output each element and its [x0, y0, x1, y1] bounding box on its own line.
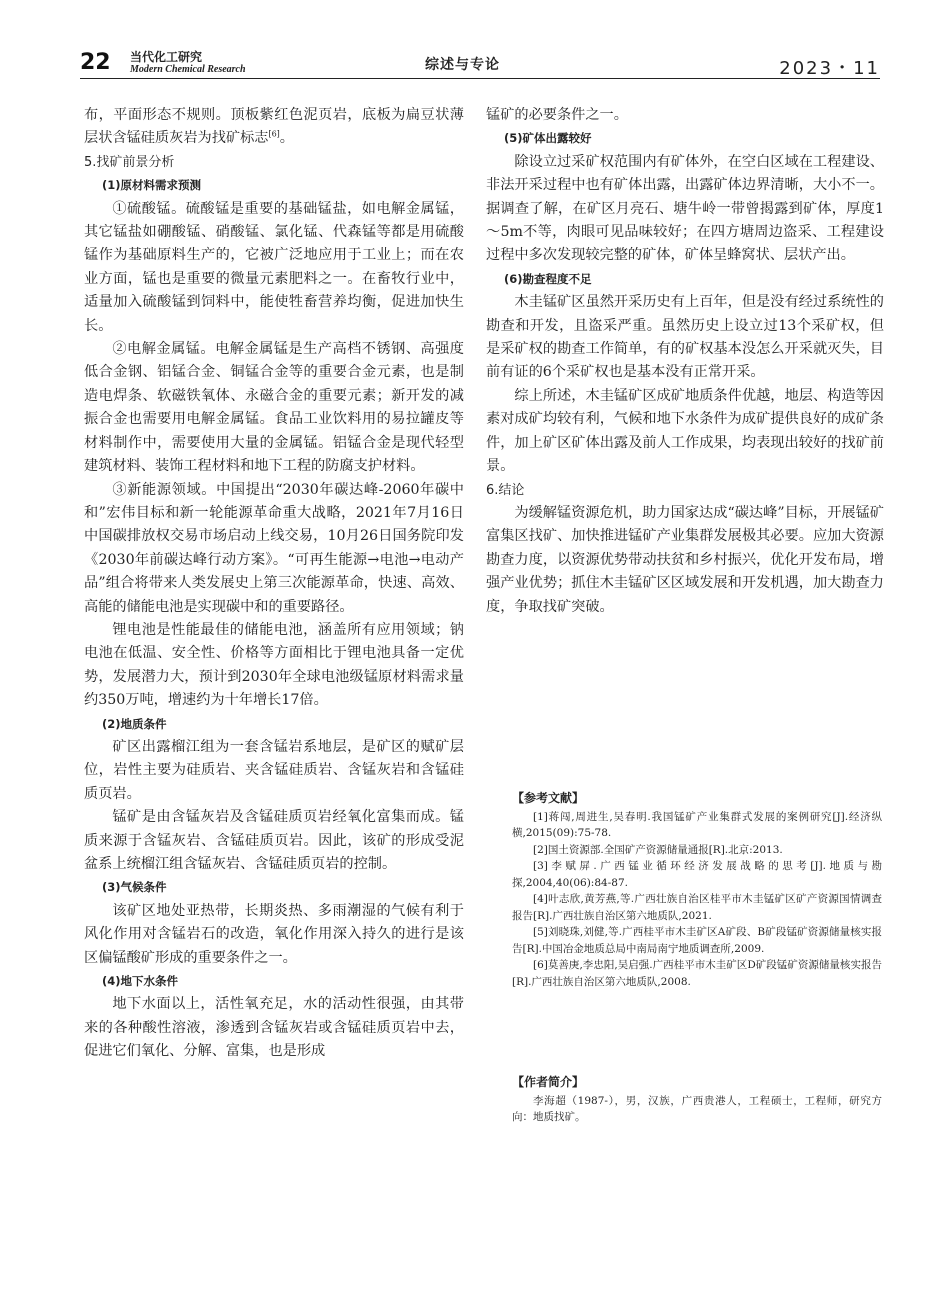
subheading-groundwater: (4)地下水条件 — [102, 974, 179, 989]
page-header — [0, 0, 950, 80]
reference-item: [6]莫善庚,李忠阳,吴启强.广西桂平市木圭矿区D矿段锰矿资源储量核实报告[R].广西壮族自治区第六地质队,2008. — [512, 959, 882, 988]
journal-title-en: Modern Chemical Research — [130, 64, 246, 75]
section-heading-6: 6.结论 — [486, 482, 525, 498]
header-rule — [80, 78, 880, 79]
references-title: 【参考文献】 — [512, 791, 585, 805]
subheading-raw-material: (1)原材料需求预测 — [102, 178, 202, 193]
page-number: 22 — [80, 50, 111, 75]
references — [512, 790, 882, 990]
paragraph-continued: 锰矿的必要条件之一。 — [486, 107, 628, 123]
reference-item: [1]蒋闯,周进生,吴春明.我国锰矿产业集群式发展的案例研究[J].经济纵横,2015(09):75-78. — [512, 810, 882, 839]
paragraph: 地下水面以上，活性氧充足，水的活动性很强，由其带来的各种酸性溶液，渗透到含锰灰岩或含锰硅质页岩中去，促进它们氧化、分解、富集，也是形成 — [84, 996, 464, 1060]
reference-item: [4]叶志欣,黄芳燕,等.广西壮族自治区桂平市木圭锰矿区矿产资源国情调查报告[R].广西壮族自治区第六地质队,2021. — [512, 893, 882, 922]
reference-item: [2]国土资源部.全国矿产资源储量通报[R].北京:2013. — [533, 843, 783, 856]
reference-item: [5]刘晓珠,刘健,等.广西桂平市木圭矿区A矿段、B矿段锰矿资源储量核实报告[R].中国冶金地质总局中南局南宁地质调查所,2009. — [512, 926, 882, 955]
subheading-outcrop: (5)矿体出露较好 — [504, 131, 592, 146]
paragraph: 锂电池是性能最佳的储能电池，涵盖所有应用领域；钠电池在低温、安全性、价格等方面相比于锂电池具备一定优势，发展潜力大，预计到2030年全球电池级锰原材料需求量约350万吨，增速约为十年增长17倍。 — [84, 621, 464, 709]
issue-label: 2023・11 — [779, 58, 880, 79]
left-column — [84, 104, 464, 1064]
paragraph: ②电解金属锰。电解金属锰是生产高档不锈钢、高强度低合金钢、铝锰合金、铜锰合金等的重要合金元素，也是制造电焊条、软磁铁氧体、永磁合金的重要元素；新开发的减振合金也需要用电解金属锰。食品工业饮料用的易拉罐皮等材料制作中，需要使用大量的金属锰。铝锰合金是现代轻型建筑材料、装饰工程材料和地下工程的防腐支护材料。 — [84, 341, 464, 475]
author-bio — [512, 1074, 882, 1126]
paragraph: 为缓解锰资源危机，助力国家达成“碳达峰”目标，开展锰矿富集区找矿、加快推进锰矿产业集群发展极其必要。应加大资源勘查力度，以资源优势带动扶贫和乡村振兴，优化开发布局，增强产业优势；抓住木圭锰矿区区域发展和开发机遇，加大勘查力度，争取找矿突破。 — [486, 504, 884, 615]
journal-title-cn: 当代化工研究 — [130, 50, 203, 64]
subheading-geology: (2)地质条件 — [102, 716, 167, 731]
paragraph: 综上所述，木圭锰矿区成矿地质条件优越，地层、构造等因素对成矿均较有利，气候和地下水条件为成矿提供良好的成矿条件，加上矿区矿体出露及前人工作成果，均表现出较好的找矿前景。 — [486, 387, 884, 475]
paragraph: 锰矿是由含锰灰岩及含锰硅质页岩经氧化富集而成。锰质来源于含锰灰岩、含锰硅质页岩。因此，该矿的形成受泥盆系上统榴江组含锰灰岩、含锰硅质页岩的控制。 — [84, 809, 464, 872]
paragraph: 该矿区地处亚热带，长期炎热、多雨潮湿的气候有利于风化作用对含锰岩石的改造，氧化作用深入持久的进行是该区偏锰酸矿形成的重要条件之一。 — [84, 902, 464, 966]
paragraph: ①硫酸锰。硫酸锰是重要的基础锰盐，如电解金属锰，其它锰盐如硼酸锰、硝酸锰、氯化锰、代森锰等都是用硫酸锰作为基础原料生产的，它被广泛地应用于工业上；而在农业方面，锰也是重要的微量元素肥料之一。在畜牧行业中，适量加入硫酸锰到饲料中，能使牲畜营养均衡，促进加快生长。 — [84, 200, 464, 334]
paragraph-continued: 布，平面形态不规则。顶板紫红色泥页岩，底板为扁豆状薄层状含锰硅质灰岩为找矿标志[6]。 — [84, 107, 464, 147]
author-bio-text: 李海超（1987-），男，汉族，广西贵港人，工程硕士，工程师，研究方向：地质找矿。 — [512, 1094, 882, 1123]
reference-item: [3]李赋屏.广西锰业循环经济发展战略的思考[J].地质与勘探,2004,40(06):84-87. — [512, 860, 882, 889]
paragraph: ③新能源领域。中国提出“2030年碳达峰-2060年碳中和”宏伟目标和新一轮能源革命重大战略，2021年7月16日中国碳排放权交易市场启动上线交易，10月26日国务院印发《2030年前碳达峰行动方案》。“可再生能源→电池→电动产品”组合将带来人类发展史上第三次能源革命，快速、高效、高能的储能电池是实现碳中和的重要路径。 — [84, 481, 464, 615]
section-heading-5: 5.找矿前景分析 — [84, 154, 175, 170]
citation: [6] — [268, 129, 280, 139]
author-bio-title: 【作者简介】 — [512, 1075, 585, 1089]
paragraph: 除设立过采矿权范围内有矿体外，在空白区域在工程建设、非法开采过程中也有矿体出露，出露矿体边界清晰，大小不一。据调查了解，在矿区月亮石、塘牛岭一带曾揭露到矿体，厚度1～5m不等，肉眼可见品味较好；在四方塘周边盗采、工程建设过程中多次发现较完整的矿体，矿体呈蜂窝状、层状产出。 — [486, 153, 884, 264]
section-label: 综述与专论 — [425, 57, 500, 73]
subheading-climate: (3)气候条件 — [102, 880, 167, 895]
paragraph: 木圭锰矿区虽然开采历史有上百年，但是没有经过系统性的勘查和开发，且盗采严重。虽然历史上设立过13个采矿权，但是采矿权的勘查工作简单，有的矿权基本没怎么开采就灭失，目前有证的6个采矿权也是基本没有正常开采。 — [486, 294, 884, 381]
right-column — [486, 104, 884, 619]
subheading-exploration: (6)勘查程度不足 — [504, 271, 592, 286]
paragraph: 矿区出露榴江组为一套含锰岩系地层，是矿区的赋矿层位，岩性主要为硅质岩、夹含锰硅质岩、含锰灰岩和含锰硅质页岩。 — [84, 738, 464, 802]
